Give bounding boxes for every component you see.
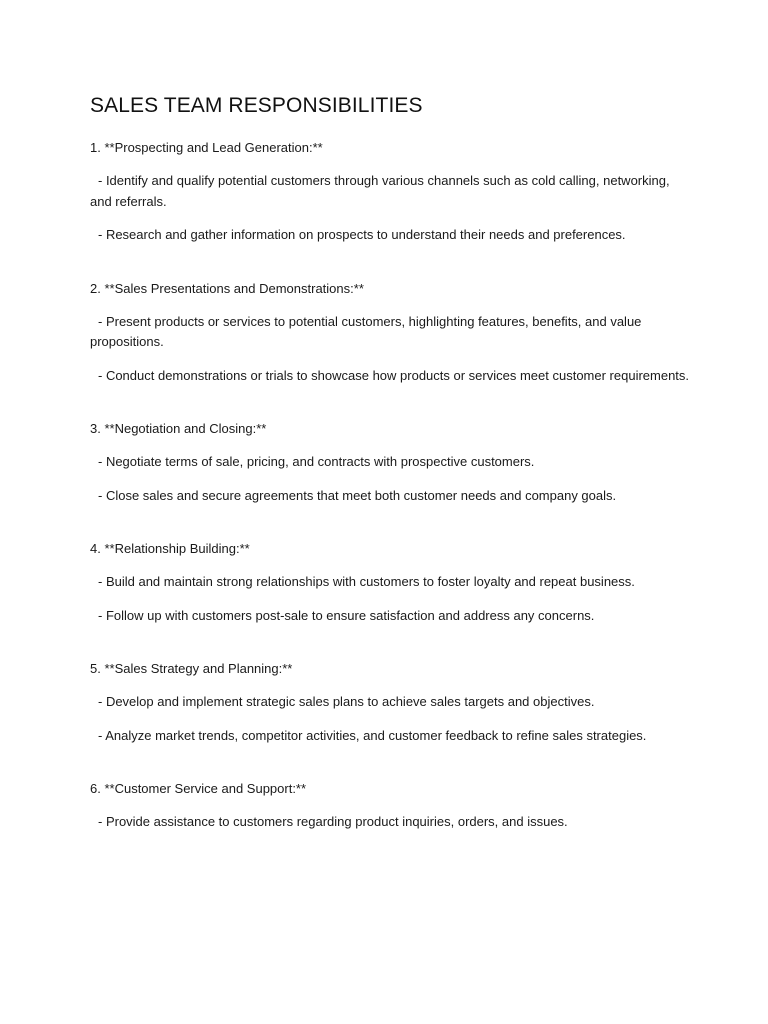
section-heading: 4. **Relationship Building:** bbox=[90, 541, 250, 556]
section-customer-service bbox=[90, 779, 690, 833]
responsibility-item: - Present products or services to potential customers, highlighting features, benefits, and value propositions. bbox=[90, 313, 642, 349]
section-strategy bbox=[90, 659, 690, 746]
section-heading: 1. **Prospecting and Lead Generation:** bbox=[90, 140, 323, 155]
responsibility-item: - Identify and qualify potential customers through various channels such as cold calling, networking, and referrals. bbox=[90, 173, 670, 209]
responsibility-item: - Conduct demonstrations or trials to showcase how products or services meet customer requirements. bbox=[98, 367, 690, 383]
responsibility-item: - Build and maintain strong relationships with customers to foster loyalty and repeat business. bbox=[98, 574, 635, 589]
document-title: SALES TEAM RESPONSIBILITIES bbox=[90, 94, 423, 117]
responsibility-item: - Analyze market trends, competitor activities, and customer feedback to refine sales strategies. bbox=[98, 727, 647, 743]
sections-container bbox=[90, 138, 690, 866]
responsibility-item: - Close sales and secure agreements that meet both customer needs and company goals. bbox=[98, 487, 617, 503]
section-presentations bbox=[90, 279, 690, 387]
responsibility-item: - Develop and implement strategic sales plans to achieve sales targets and objectives. bbox=[98, 694, 595, 709]
section-prospecting bbox=[90, 138, 690, 246]
responsibility-item: - Provide assistance to customers regarding product inquiries, orders, and issues. bbox=[98, 814, 568, 829]
section-heading: 5. **Sales Strategy and Planning:** bbox=[90, 661, 293, 676]
responsibility-item: - Follow up with customers post-sale to ensure satisfaction and address any concerns. bbox=[98, 607, 595, 623]
responsibility-item: - Research and gather information on prospects to understand their needs and preferences. bbox=[98, 227, 626, 242]
section-negotiation bbox=[90, 419, 690, 506]
responsibility-item: - Negotiate terms of sale, pricing, and contracts with prospective customers. bbox=[98, 454, 535, 469]
section-heading: 2. **Sales Presentations and Demonstrations:** bbox=[90, 280, 364, 296]
section-heading: 6. **Customer Service and Support:** bbox=[90, 781, 307, 796]
section-relationship bbox=[90, 539, 690, 626]
section-heading: 3. **Negotiation and Closing:** bbox=[90, 421, 267, 436]
